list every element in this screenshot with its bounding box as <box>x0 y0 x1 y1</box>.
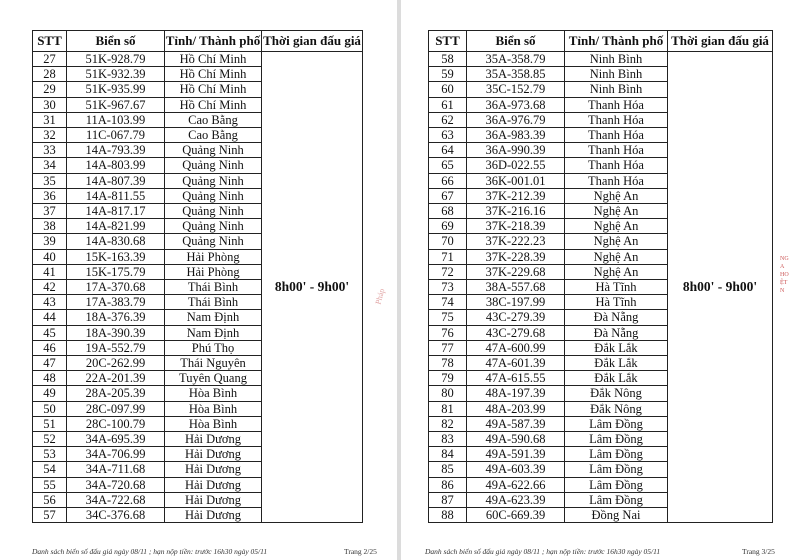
cell-plate: 17A-370.68 <box>67 280 165 295</box>
cell-province: Đồng Nai <box>565 508 668 523</box>
cell-stt: 52 <box>33 432 67 447</box>
cell-stt: 79 <box>429 371 467 386</box>
cell-stt: 61 <box>429 97 467 112</box>
cell-stt: 46 <box>33 340 67 355</box>
cell-province: Hà Tĩnh <box>565 280 668 295</box>
cell-stt: 32 <box>33 128 67 143</box>
cell-plate: 11C-067.79 <box>67 128 165 143</box>
cell-province: Thanh Hóa <box>565 158 668 173</box>
cell-plate: 35A-358.85 <box>467 67 565 82</box>
cell-province: Hải Phòng <box>165 249 262 264</box>
cell-stt: 75 <box>429 310 467 325</box>
cell-province: Thanh Hóa <box>565 173 668 188</box>
stamp-mark: Pháp <box>373 287 387 306</box>
cell-stt: 38 <box>33 219 67 234</box>
header-stt: STT <box>33 31 67 52</box>
cell-province: Quảng Ninh <box>165 158 262 173</box>
cell-province: Phú Thọ <box>165 340 262 355</box>
cell-province: Quảng Ninh <box>165 234 262 249</box>
cell-stt: 72 <box>429 264 467 279</box>
cell-plate: 37K-222.23 <box>467 234 565 249</box>
cell-province: Ninh Bình <box>565 67 668 82</box>
cell-province: Ninh Bình <box>565 52 668 67</box>
table-header-row <box>429 31 773 52</box>
cell-stt: 44 <box>33 310 67 325</box>
cell-plate: 28A-205.39 <box>67 386 165 401</box>
cell-province: Quảng Ninh <box>165 173 262 188</box>
page-number-right: Trang 3/25 <box>742 547 775 556</box>
cell-stt: 87 <box>429 492 467 507</box>
cell-stt: 30 <box>33 97 67 112</box>
cell-stt: 33 <box>33 143 67 158</box>
cell-stt: 73 <box>429 280 467 295</box>
cell-stt: 77 <box>429 340 467 355</box>
cell-plate: 37K-216.16 <box>467 204 565 219</box>
cell-stt: 50 <box>33 401 67 416</box>
plate-table-right <box>428 30 773 523</box>
cell-plate: 48A-203.99 <box>467 401 565 416</box>
cell-stt: 62 <box>429 112 467 127</box>
cell-stt: 42 <box>33 280 67 295</box>
cell-province: Tuyên Quang <box>165 371 262 386</box>
cell-province: Hải Dương <box>165 477 262 492</box>
cell-stt: 40 <box>33 249 67 264</box>
cell-plate: 47A-600.99 <box>467 340 565 355</box>
cell-province: Hải Dương <box>165 447 262 462</box>
cell-province: Hà Tĩnh <box>565 295 668 310</box>
cell-stt: 48 <box>33 371 67 386</box>
cell-plate: 51K-935.99 <box>67 82 165 97</box>
cell-province: Quảng Ninh <box>165 219 262 234</box>
cell-stt: 64 <box>429 143 467 158</box>
cell-stt: 69 <box>429 219 467 234</box>
cell-province: Thanh Hóa <box>565 97 668 112</box>
cell-province: Thanh Hóa <box>565 112 668 127</box>
cell-stt: 27 <box>33 52 67 67</box>
cell-stt: 41 <box>33 264 67 279</box>
cell-plate: 37K-218.39 <box>467 219 565 234</box>
cell-province: Nghệ An <box>565 219 668 234</box>
cell-stt: 57 <box>33 508 67 523</box>
cell-plate: 49A-623.39 <box>467 492 565 507</box>
table-body-left <box>33 52 363 523</box>
cell-stt: 78 <box>429 356 467 371</box>
cell-province: Hòa Bình <box>165 401 262 416</box>
cell-plate: 18A-376.39 <box>67 310 165 325</box>
cell-province: Lâm Đồng <box>565 416 668 431</box>
cell-stt: 55 <box>33 477 67 492</box>
cell-plate: 51K-967.67 <box>67 97 165 112</box>
table-row <box>33 52 363 67</box>
cell-plate: 49A-590.68 <box>467 432 565 447</box>
cell-plate: 34A-695.39 <box>67 432 165 447</box>
cell-plate: 20C-262.99 <box>67 356 165 371</box>
cell-province: Nghệ An <box>565 204 668 219</box>
cell-plate: 34C-376.68 <box>67 508 165 523</box>
header-province: Tỉnh/ Thành phố <box>165 31 262 52</box>
cell-stt: 39 <box>33 234 67 249</box>
header-province: Tỉnh/ Thành phố <box>565 31 668 52</box>
auction-time-cell: 8h00' - 9h00' <box>262 52 363 523</box>
cell-province: Nghệ An <box>565 249 668 264</box>
cell-province: Hồ Chí Minh <box>165 52 262 67</box>
cell-stt: 29 <box>33 82 67 97</box>
cell-stt: 86 <box>429 477 467 492</box>
cell-stt: 47 <box>33 356 67 371</box>
cell-province: Hải Dương <box>165 492 262 507</box>
header-stt: STT <box>429 31 467 52</box>
page-footer-right: Danh sách biển số đấu giá ngày 08/11 ; hạn nộp tiền: trước 16h30 ngày 05/11 <box>425 547 661 556</box>
cell-stt: 45 <box>33 325 67 340</box>
cell-province: Hải Dương <box>165 462 262 477</box>
cell-plate: 37K-228.39 <box>467 249 565 264</box>
cell-stt: 83 <box>429 432 467 447</box>
cell-stt: 35 <box>33 173 67 188</box>
cell-plate: 47A-601.39 <box>467 356 565 371</box>
cell-province: Thái Bình <box>165 280 262 295</box>
plate-table-left <box>32 30 363 523</box>
cell-plate: 35A-358.79 <box>467 52 565 67</box>
cell-province: Cao Bằng <box>165 128 262 143</box>
cell-plate: 28C-097.99 <box>67 401 165 416</box>
cell-stt: 66 <box>429 173 467 188</box>
cell-plate: 35C-152.79 <box>467 82 565 97</box>
cell-plate: 38C-197.99 <box>467 295 565 310</box>
cell-province: Đắk Lắk <box>565 371 668 386</box>
cell-plate: 34A-720.68 <box>67 477 165 492</box>
cell-stt: 84 <box>429 447 467 462</box>
cell-stt: 54 <box>33 462 67 477</box>
cell-stt: 28 <box>33 67 67 82</box>
cell-plate: 18A-390.39 <box>67 325 165 340</box>
cell-plate: 37K-229.68 <box>467 264 565 279</box>
cell-province: Nam Định <box>165 310 262 325</box>
cell-plate: 51K-932.39 <box>67 67 165 82</box>
header-time: Thời gian đấu giá <box>668 31 773 52</box>
cell-plate: 14A-821.99 <box>67 219 165 234</box>
cell-plate: 48A-197.39 <box>467 386 565 401</box>
cell-plate: 47A-615.55 <box>467 371 565 386</box>
cell-plate: 43C-279.68 <box>467 325 565 340</box>
cell-plate: 49A-622.66 <box>467 477 565 492</box>
cell-province: Quảng Ninh <box>165 143 262 158</box>
cell-plate: 14A-803.99 <box>67 158 165 173</box>
cell-province: Đà Nẵng <box>565 325 668 340</box>
cell-plate: 14A-830.68 <box>67 234 165 249</box>
cell-stt: 70 <box>429 234 467 249</box>
cell-plate: 37K-212.39 <box>467 188 565 203</box>
cell-plate: 17A-383.79 <box>67 295 165 310</box>
cell-province: Nghệ An <box>565 188 668 203</box>
cell-plate: 15K-163.39 <box>67 249 165 264</box>
cell-plate: 49A-587.39 <box>467 416 565 431</box>
cell-stt: 82 <box>429 416 467 431</box>
cell-stt: 43 <box>33 295 67 310</box>
cell-province: Lâm Đồng <box>565 432 668 447</box>
cell-plate: 49A-591.39 <box>467 447 565 462</box>
cell-plate: 49A-603.39 <box>467 462 565 477</box>
cell-plate: 36A-983.39 <box>467 128 565 143</box>
cell-province: Hòa Bình <box>165 416 262 431</box>
cell-province: Hồ Chí Minh <box>165 82 262 97</box>
cell-stt: 71 <box>429 249 467 264</box>
cell-province: Đắk Lắk <box>565 356 668 371</box>
cell-stt: 76 <box>429 325 467 340</box>
cell-plate: 51K-928.79 <box>67 52 165 67</box>
cell-stt: 49 <box>33 386 67 401</box>
cell-province: Nghệ An <box>565 234 668 249</box>
cell-province: Lâm Đồng <box>565 462 668 477</box>
cell-plate: 43C-279.39 <box>467 310 565 325</box>
cell-stt: 68 <box>429 204 467 219</box>
cell-stt: 36 <box>33 188 67 203</box>
cell-stt: 67 <box>429 188 467 203</box>
cell-province: Cao Bằng <box>165 112 262 127</box>
cell-province: Lâm Đồng <box>565 492 668 507</box>
page-number-left: Trang 2/25 <box>344 547 377 556</box>
cell-plate: 60C-669.39 <box>467 508 565 523</box>
cell-plate: 36D-022.55 <box>467 158 565 173</box>
cell-province: Thái Nguyên <box>165 356 262 371</box>
cell-stt: 81 <box>429 401 467 416</box>
cell-stt: 65 <box>429 158 467 173</box>
cell-province: Hồ Chí Minh <box>165 97 262 112</box>
cell-stt: 63 <box>429 128 467 143</box>
cell-stt: 80 <box>429 386 467 401</box>
table-header-row <box>33 31 363 52</box>
cell-stt: 85 <box>429 462 467 477</box>
cell-stt: 59 <box>429 67 467 82</box>
cell-province: Lâm Đồng <box>565 477 668 492</box>
cell-province: Thanh Hóa <box>565 143 668 158</box>
red-stamp-edge: NG A HO ỆT N <box>780 256 789 294</box>
cell-province: Lâm Đồng <box>565 447 668 462</box>
cell-plate: 34A-711.68 <box>67 462 165 477</box>
cell-province: Đắk Nông <box>565 386 668 401</box>
header-plate: Biển số <box>67 31 165 52</box>
cell-stt: 88 <box>429 508 467 523</box>
cell-province: Hồ Chí Minh <box>165 67 262 82</box>
header-plate: Biển số <box>467 31 565 52</box>
cell-stt: 74 <box>429 295 467 310</box>
auction-time-cell: 8h00' - 9h00' <box>668 52 773 523</box>
cell-plate: 11A-103.99 <box>67 112 165 127</box>
cell-stt: 56 <box>33 492 67 507</box>
cell-plate: 19A-552.79 <box>67 340 165 355</box>
cell-stt: 60 <box>429 82 467 97</box>
cell-province: Đà Nẵng <box>565 310 668 325</box>
cell-province: Ninh Bình <box>565 82 668 97</box>
cell-plate: 15K-175.79 <box>67 264 165 279</box>
table-row <box>429 52 773 67</box>
cell-plate: 36A-976.79 <box>467 112 565 127</box>
cell-stt: 53 <box>33 447 67 462</box>
cell-province: Đắk Lắk <box>565 340 668 355</box>
cell-plate: 34A-722.68 <box>67 492 165 507</box>
cell-province: Hòa Bình <box>165 386 262 401</box>
cell-province: Nam Định <box>165 325 262 340</box>
cell-plate: 14A-811.55 <box>67 188 165 203</box>
cell-stt: 58 <box>429 52 467 67</box>
cell-stt: 37 <box>33 204 67 219</box>
document-page-right <box>401 0 792 560</box>
cell-province: Hải Dương <box>165 508 262 523</box>
cell-province: Thanh Hóa <box>565 128 668 143</box>
cell-stt: 51 <box>33 416 67 431</box>
cell-plate: 22A-201.39 <box>67 371 165 386</box>
cell-province: Hải Dương <box>165 432 262 447</box>
page-footer-left: Danh sách biển số đấu giá ngày 08/11 ; hạn nộp tiền: trước 16h30 ngày 05/11 <box>32 547 268 556</box>
cell-province: Nghệ An <box>565 264 668 279</box>
cell-plate: 14A-807.39 <box>67 173 165 188</box>
cell-plate: 14A-817.17 <box>67 204 165 219</box>
cell-plate: 36A-990.39 <box>467 143 565 158</box>
cell-plate: 36A-973.68 <box>467 97 565 112</box>
cell-province: Đắk Nông <box>565 401 668 416</box>
cell-plate: 34A-706.99 <box>67 447 165 462</box>
cell-plate: 36K-001.01 <box>467 173 565 188</box>
cell-plate: 14A-793.39 <box>67 143 165 158</box>
cell-province: Quảng Ninh <box>165 188 262 203</box>
cell-province: Thái Bình <box>165 295 262 310</box>
header-time: Thời gian đấu giá <box>262 31 363 52</box>
cell-plate: 28C-100.79 <box>67 416 165 431</box>
cell-plate: 38A-557.68 <box>467 280 565 295</box>
cell-stt: 34 <box>33 158 67 173</box>
table-body-right <box>429 52 773 523</box>
cell-province: Hải Phòng <box>165 264 262 279</box>
cell-province: Quảng Ninh <box>165 204 262 219</box>
cell-stt: 31 <box>33 112 67 127</box>
